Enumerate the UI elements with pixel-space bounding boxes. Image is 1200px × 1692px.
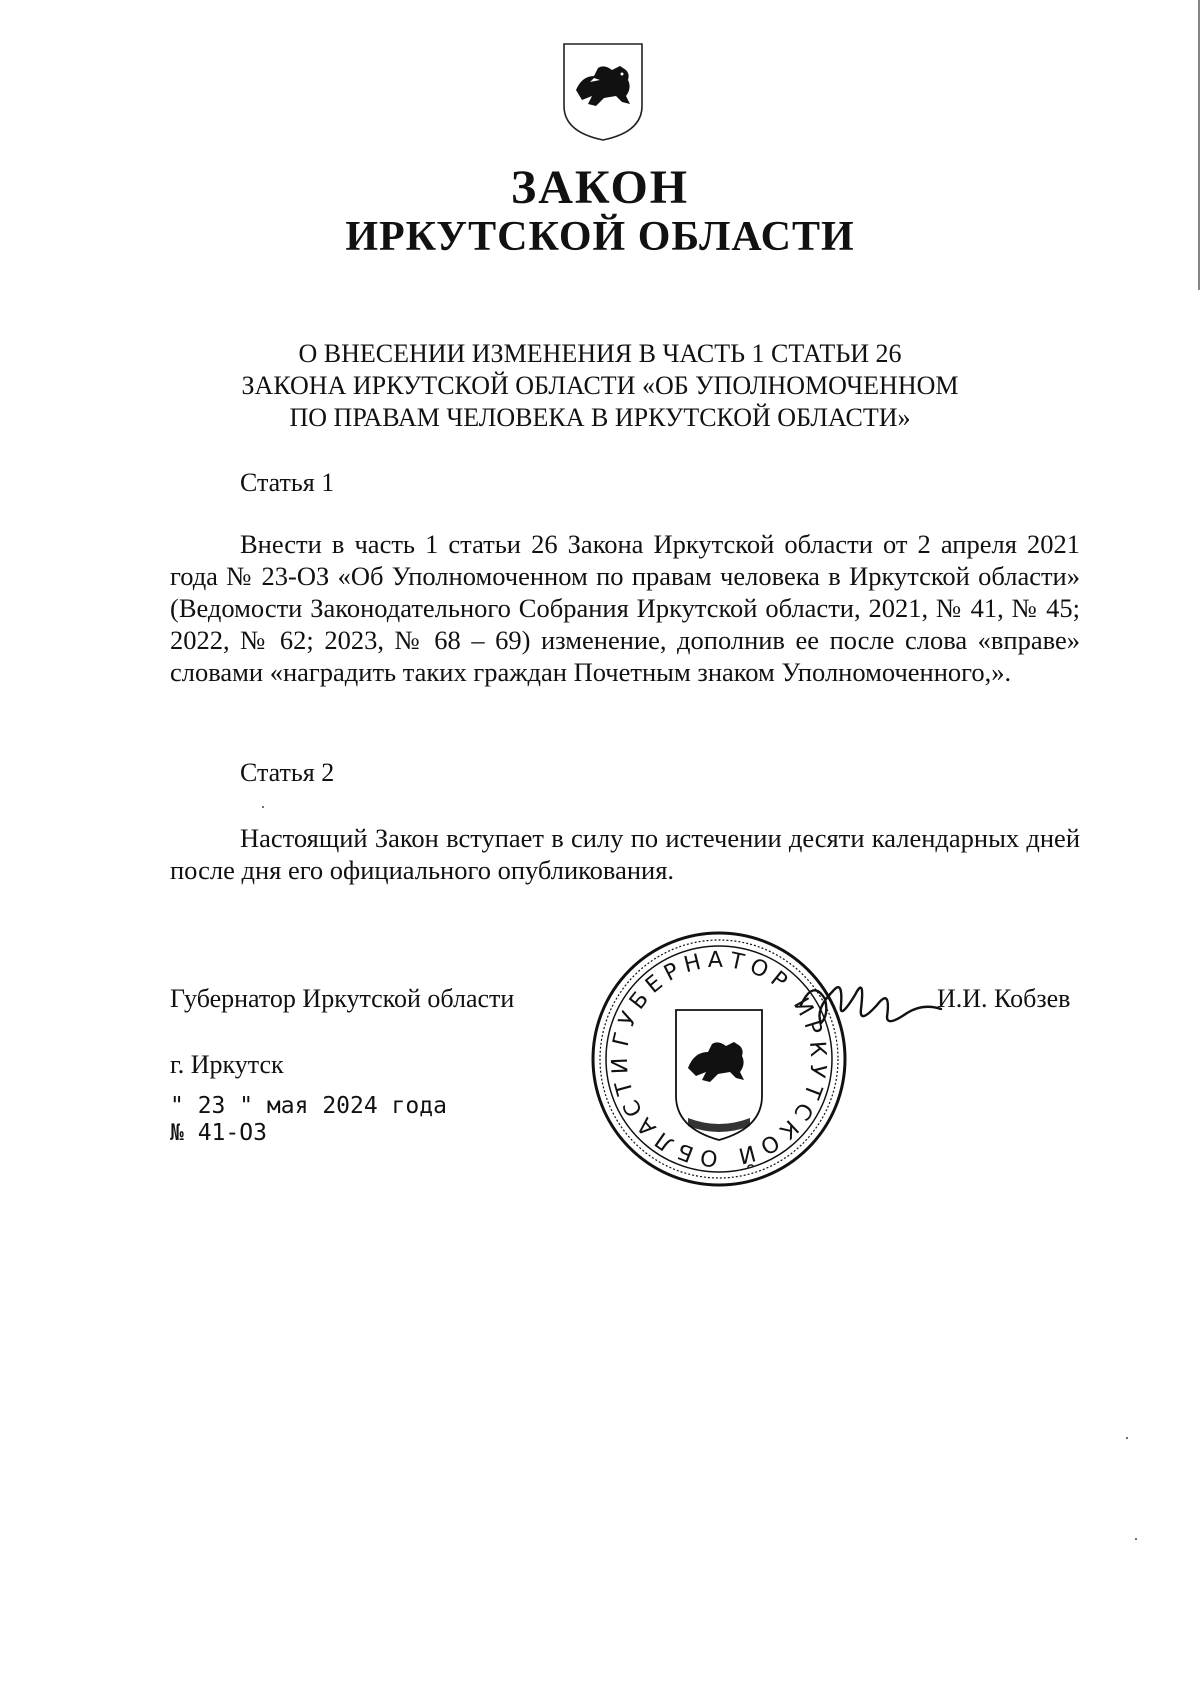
- stamp-ring-text: ГУБЕРНАТОР ИРКУТСКОЙ ОБЛАСТИ: [607, 947, 831, 1171]
- article-2-text: Настоящий Закон вступает в силу по истечении десяти календарных дней после дня его официального опубликования.: [170, 823, 1080, 885]
- scan-speck: [1135, 1538, 1137, 1540]
- document-title: ЗАКОН: [510, 161, 690, 214]
- law-title-line: ЗАКОНА ИРКУТСКОЙ ОБЛАСТИ «ОБ УПОЛНОМОЧЕННОМ: [241, 371, 959, 400]
- governor-position: Губернатор Иркутской области: [170, 984, 515, 1013]
- scan-speck: [1126, 1437, 1128, 1439]
- article-2-heading: Статья 2: [240, 758, 335, 787]
- article-1-text: Внести в часть 1 статьи 26 Закона Иркутской области от 2 апреля 2021 года № 23-ОЗ «Об Уполномоченном по правам человека в Иркутской области» (Ведомости Законодательного Собрания Иркутской области, 2021, № 41, № 45; 2022, № 62; 2023, № 68 – 69) изменение, дополнив ее после слова «вправе» словами «наградить таких граждан Почетным знаком Уполномоченного,».: [170, 529, 1080, 687]
- governor-name: И.И. Кобзев: [937, 984, 1071, 1013]
- law-title: [0, 338, 1200, 434]
- law-title-line: О ВНЕСЕНИИ ИЗМЕНЕНИЯ В ЧАСТЬ 1 СТАТЬИ 26: [298, 339, 902, 368]
- signing-city: г. Иркутск: [170, 1050, 284, 1079]
- article-1-heading: Статья 1: [240, 468, 335, 497]
- document-subtitle: ИРКУТСКОЙ ОБЛАСТИ: [345, 214, 855, 260]
- scan-speck: [262, 806, 264, 808]
- law-number: № 41-ОЗ: [170, 1120, 267, 1146]
- signature: [795, 965, 945, 1037]
- coat-of-arms-emblem: [560, 40, 646, 144]
- signing-date: " 23 " мая 2024 года: [170, 1093, 447, 1119]
- law-title-line: ПО ПРАВАМ ЧЕЛОВЕКА В ИРКУТСКОЙ ОБЛАСТИ»: [289, 403, 911, 432]
